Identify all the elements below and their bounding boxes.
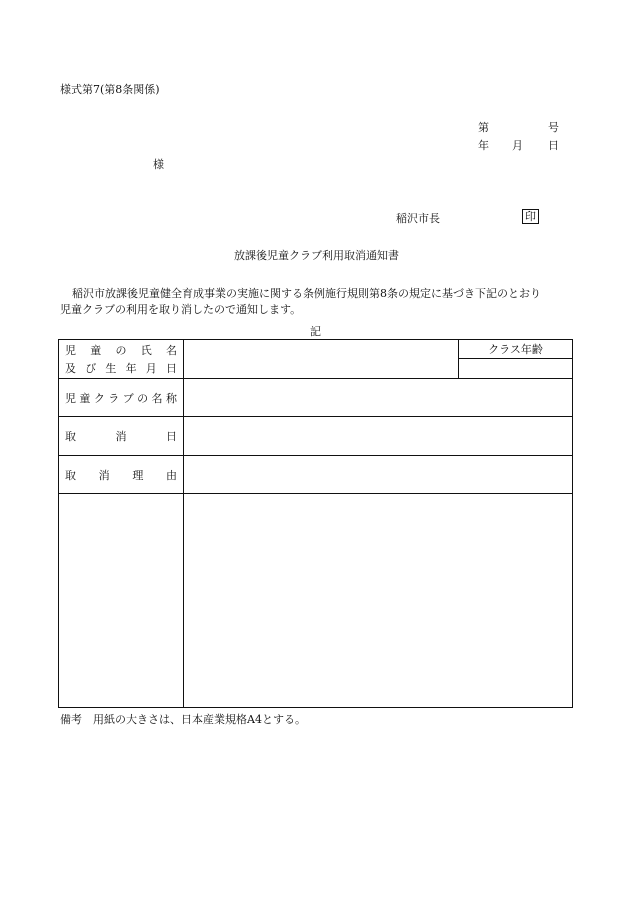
- label-char: 月: [145, 362, 157, 375]
- body-line-1: 稲沢市放課後児童健全育成事業の実施に関する条例施行規則第8条の規定に基づき下記のとおり: [72, 287, 541, 300]
- label-char: 児: [65, 391, 76, 405]
- cancel-reason-value-cell[interactable]: [184, 456, 573, 494]
- child-name-label-line1: [59, 341, 183, 359]
- label-char: 日: [166, 430, 177, 443]
- label-char: 取: [65, 430, 76, 443]
- cancel-date-value-cell[interactable]: [184, 417, 573, 456]
- label-char: ク: [93, 391, 105, 405]
- form-number: 様式第7(第8条関係): [60, 83, 160, 96]
- label-char: ラ: [108, 391, 120, 405]
- label-char: 称: [165, 391, 177, 405]
- label-char: の: [137, 391, 149, 405]
- cancellation-table: [58, 339, 573, 708]
- issue-date-nen: 年: [478, 139, 489, 152]
- club-name-value-cell[interactable]: [184, 379, 573, 417]
- label-char: 氏: [140, 344, 152, 357]
- ki-heading: 記: [310, 325, 321, 338]
- document-title: 放課後児童クラブ利用取消通知書: [234, 249, 399, 262]
- note: 備考 用紙の大きさは、日本産業規格A4とする。: [60, 713, 306, 726]
- label-char: 童: [90, 344, 102, 357]
- class-age-value-cell[interactable]: [459, 359, 573, 379]
- blank-label-cell: [59, 494, 184, 708]
- label-char: 消: [115, 430, 127, 443]
- body-line-2: 児童クラブの利用を取り消したので通知します。: [60, 303, 302, 316]
- label-char: 日: [165, 362, 177, 375]
- blank-value-cell[interactable]: [184, 494, 573, 708]
- child-name-label-cell: [59, 340, 184, 379]
- issue-date-tsuki: 月: [512, 139, 523, 152]
- issue-date-hi: 日: [548, 139, 559, 152]
- addressee-suffix: 様: [153, 158, 164, 171]
- label-char: 年: [125, 362, 137, 375]
- issue-number-dai: 第: [478, 121, 489, 134]
- label-char: 童: [79, 391, 91, 405]
- label-char: 取: [65, 468, 76, 482]
- label-char: 名: [166, 344, 177, 357]
- label-char: び: [85, 362, 97, 375]
- label-char: ブ: [122, 391, 134, 405]
- cancel-date-label-cell: [59, 417, 184, 456]
- seal-mark: 印: [522, 209, 539, 224]
- label-char: 由: [165, 468, 177, 482]
- club-name-label-cell: [59, 379, 184, 417]
- issue-number-go: 号: [548, 121, 559, 134]
- issuer-name: 稲沢市長: [396, 212, 440, 225]
- label-char: 理: [132, 468, 144, 482]
- cancel-reason-label-cell: [59, 456, 184, 494]
- label-char: の: [115, 344, 127, 357]
- label-char: 名: [151, 391, 163, 405]
- class-age-header: クラス年齢: [459, 340, 573, 359]
- child-name-label-line2: [59, 359, 183, 377]
- child-name-value-cell[interactable]: [184, 340, 459, 379]
- label-char: 児: [65, 344, 76, 357]
- label-char: 及: [65, 362, 76, 375]
- label-char: 消: [98, 468, 110, 482]
- label-char: 生: [105, 362, 117, 375]
